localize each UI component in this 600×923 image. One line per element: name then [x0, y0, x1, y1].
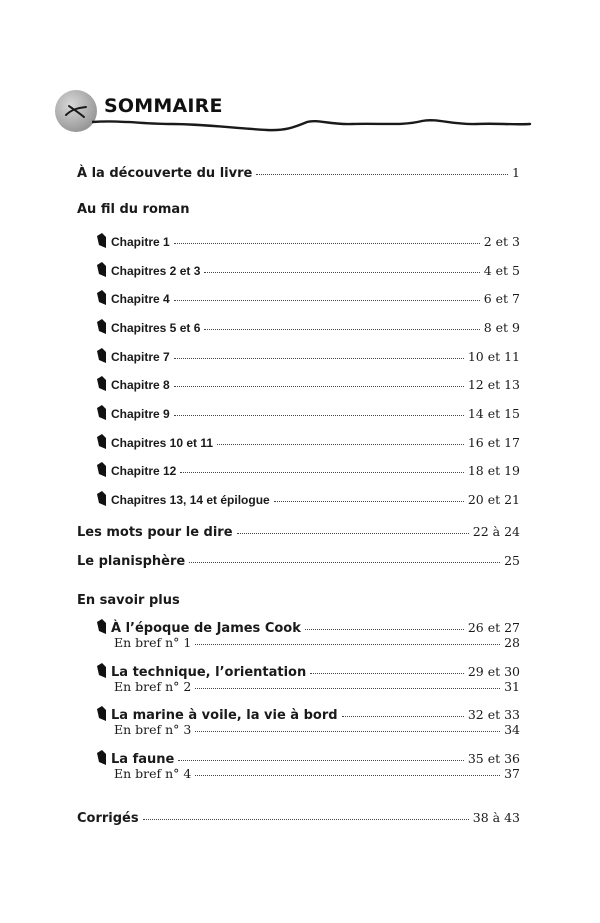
book-icon	[96, 262, 107, 277]
toc-entry-intro[interactable]: À la découverte du livre 1	[77, 165, 520, 181]
wave-divider	[92, 112, 532, 134]
toc-entry-bref[interactable]: En bref n° 4 37	[114, 766, 520, 781]
toc-entry-chapter[interactable]: Chapitres 2 et 3 4 et 5	[96, 260, 520, 279]
toc-entry-corriges[interactable]: Corrigés 38 à 43	[77, 810, 520, 826]
book-icon	[96, 491, 107, 506]
section-heading-savoir: En savoir plus	[77, 593, 180, 608]
toc-entry-chapter[interactable]: Chapitre 1 2 et 3	[96, 231, 520, 250]
page-header	[0, 0, 600, 140]
book-icon	[96, 348, 107, 363]
book-icon	[96, 434, 107, 449]
book-icon	[96, 233, 107, 248]
toc-entry-savoir[interactable]: La technique, l’orientation 29 et 30	[96, 661, 520, 681]
toc-entry-savoir[interactable]: La faune 35 et 36	[96, 748, 520, 768]
toc-entry-bref[interactable]: En bref n° 1 28	[114, 635, 520, 650]
book-icon	[96, 319, 107, 334]
book-icon	[96, 405, 107, 420]
toc-entry-chapter[interactable]: Chapitre 4 6 et 7	[96, 288, 520, 307]
compass-disc-icon	[55, 90, 97, 132]
toc-entry-savoir[interactable]: À l’époque de James Cook 26 et 27	[96, 617, 520, 637]
toc-entry-chapter[interactable]: Chapitre 7 10 et 11	[96, 346, 520, 365]
toc-entry-bref[interactable]: En bref n° 2 31	[114, 679, 520, 694]
book-icon	[96, 290, 107, 305]
toc-entry-savoir[interactable]: La marine à voile, la vie à bord 32 et 33	[96, 704, 520, 724]
leader-dots	[256, 173, 508, 175]
toc-entry-bref[interactable]: En bref n° 3 34	[114, 722, 520, 737]
toc-entry-mots[interactable]: Les mots pour le dire 22 à 24	[77, 524, 520, 540]
book-icon	[96, 663, 107, 678]
toc-entry-chapter[interactable]: Chapitre 8 12 et 13	[96, 374, 520, 393]
toc-entry-planisphere[interactable]: Le planisphère 25	[77, 553, 520, 569]
book-icon	[96, 376, 107, 391]
section-heading-roman: Au fil du roman	[77, 202, 190, 217]
toc-entry-chapter[interactable]: Chapitre 9 14 et 15	[96, 403, 520, 422]
page-title: SOMMAIRE	[104, 95, 223, 117]
toc-entry-chapter[interactable]: Chapitres 5 et 6 8 et 9	[96, 317, 520, 336]
book-icon	[96, 750, 107, 765]
toc-entry-chapter[interactable]: Chapitre 12 18 et 19	[96, 460, 520, 479]
book-icon	[96, 619, 107, 634]
toc-entry-chapter[interactable]: Chapitres 13, 14 et épilogue 20 et 21	[96, 489, 520, 508]
book-icon	[96, 706, 107, 721]
book-icon	[96, 462, 107, 477]
toc-entry-chapter[interactable]: Chapitres 10 et 11 16 et 17	[96, 432, 520, 451]
